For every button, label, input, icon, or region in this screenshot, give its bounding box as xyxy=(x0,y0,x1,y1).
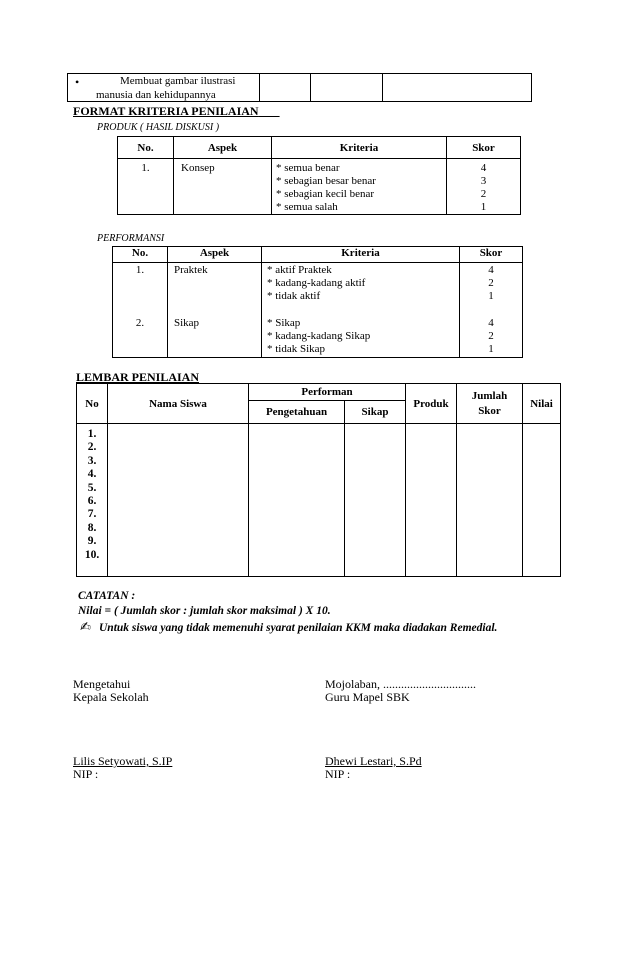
kriteria-line: * kadang-kadang Sikap xyxy=(267,330,371,342)
aspek-praktek: Praktek xyxy=(174,264,208,276)
lembar-header-sikap: Sikap xyxy=(345,401,406,424)
sign-left-nip: NIP : xyxy=(73,767,99,781)
row-number: 8. xyxy=(87,521,97,534)
lembar-nilai-cell xyxy=(523,424,561,577)
sign-right-line2: Guru Mapel SBK xyxy=(325,690,410,704)
skor-line: 2 xyxy=(480,188,487,200)
lembar-sikap-cell xyxy=(345,424,406,577)
skor-line: 4 xyxy=(488,264,494,276)
row-number: 4. xyxy=(87,468,97,481)
produk-row-skor xyxy=(447,159,521,215)
performansi-header-kriteria: Kriteria xyxy=(262,247,460,263)
kriteria-group-sikap xyxy=(267,317,370,356)
skor-line: 3 xyxy=(480,175,487,187)
performansi-row-aspek xyxy=(168,263,262,358)
lembar-pengetahuan-cell xyxy=(249,424,345,577)
row-number: 3. xyxy=(87,454,97,467)
kriteria-line: * semua salah xyxy=(276,201,338,213)
performansi-table xyxy=(112,246,523,358)
skor-line: 2 xyxy=(488,330,494,342)
skor-line: 1 xyxy=(480,201,487,213)
kriteria-line: * Sikap xyxy=(267,317,301,329)
catatan-title: CATATAN : xyxy=(78,590,136,602)
kriteria-line: * tidak aktif xyxy=(267,290,321,302)
sign-right-line1: Mojolaban, ............................... xyxy=(325,677,476,691)
top-continuation-table xyxy=(67,73,532,102)
row-number: 1. xyxy=(87,428,97,440)
lembar-number-column xyxy=(77,424,108,577)
produk-table xyxy=(117,136,521,215)
skor-line: 4 xyxy=(488,317,494,329)
activity-line-1: Membuat gambar ilustrasi xyxy=(120,75,236,87)
performansi-row-skor xyxy=(460,263,523,358)
format-title xyxy=(73,104,280,119)
aspek-sikap: Sikap xyxy=(174,317,200,329)
kriteria-line: * tidak Sikap xyxy=(267,343,326,355)
jumlah-line-1: Jumlah xyxy=(471,389,508,402)
jumlah-line-2: Skor xyxy=(478,404,501,417)
kriteria-line: * kadang-kadang aktif xyxy=(267,277,366,289)
row-number: 5. xyxy=(87,481,97,494)
performansi-row-kriteria xyxy=(262,263,460,358)
produk-title: PRODUK ( HASIL DISKUSI ) xyxy=(97,122,220,133)
row-number: 7. xyxy=(87,508,97,521)
row-number: 2. xyxy=(87,441,97,454)
kriteria-line: * sebagian besar benar xyxy=(276,175,376,187)
kriteria-group-praktek xyxy=(267,264,365,303)
kriteria-line: * semua benar xyxy=(276,162,340,174)
format-title-text: FORMAT KRITERIA PENILAIAN xyxy=(73,104,259,118)
produk-header-skor: Skor xyxy=(447,137,521,159)
lembar-jumlah-cell xyxy=(457,424,523,577)
performansi-header-skor: Skor xyxy=(460,247,523,263)
produk-header-kriteria: Kriteria xyxy=(272,137,447,159)
skor-group-sikap xyxy=(460,317,522,356)
catatan-formula: Nilai = ( Jumlah skor : jumlah skor maksimal ) X 10. xyxy=(78,605,331,617)
lembar-header-no: No xyxy=(77,384,108,424)
row-number: 10. xyxy=(84,548,100,561)
lembar-header-nilai: Nilai xyxy=(523,384,561,424)
row-no-1: 1. xyxy=(135,264,145,276)
lembar-title: LEMBAR PENILAIAN xyxy=(76,370,200,384)
row-no-2: 2. xyxy=(135,317,145,329)
activity-line-2: manusia dan kehidupannya xyxy=(96,89,216,101)
skor-group-praktek xyxy=(460,264,522,303)
sign-left-line1: Mengetahui xyxy=(73,677,131,691)
lembar-header-produk: Produk xyxy=(406,384,457,424)
lembar-header-jumlah xyxy=(457,384,523,424)
top-empty-cell xyxy=(383,74,532,102)
writing-hand-icon: ✍ xyxy=(80,620,91,635)
kriteria-line: * sebagian kecil benar xyxy=(276,188,375,200)
sign-left-name: Lilis Setyowati, S.IP xyxy=(73,754,173,768)
lembar-nama-cell xyxy=(108,424,249,577)
bullet: • xyxy=(75,75,80,89)
produk-row-kriteria xyxy=(272,159,447,215)
row-number: 6. xyxy=(87,495,97,508)
lembar-table xyxy=(76,383,561,577)
performansi-row-no xyxy=(113,263,168,358)
skor-line: 4 xyxy=(480,162,487,174)
lembar-header-pengetahuan: Pengetahuan xyxy=(249,401,345,424)
lembar-header-performan: Performan xyxy=(249,384,406,401)
skor-line: 1 xyxy=(488,290,494,302)
sign-left-line2: Kepala Sekolah xyxy=(73,690,149,704)
produk-header-no: No. xyxy=(118,137,174,159)
lembar-header-nama: Nama Siswa xyxy=(108,384,249,424)
skor-line: 1 xyxy=(488,343,494,355)
row-number: 9. xyxy=(87,535,97,548)
top-activity-cell xyxy=(68,74,260,102)
top-empty-cell xyxy=(311,74,383,102)
produk-row-aspek: Konsep xyxy=(174,159,272,215)
skor-line: 2 xyxy=(488,277,494,289)
top-empty-cell xyxy=(260,74,311,102)
kriteria-line: * aktif Praktek xyxy=(267,264,332,276)
sign-right-nip: NIP : xyxy=(325,767,351,781)
produk-header-aspek: Aspek xyxy=(174,137,272,159)
performansi-header-aspek: Aspek xyxy=(168,247,262,263)
performansi-header-no: No. xyxy=(113,247,168,263)
performansi-title: PERFORMANSI xyxy=(97,233,165,244)
produk-row-no: 1. xyxy=(118,159,174,215)
catatan-note: Untuk siswa yang tidak memenuhi syarat penilaian KKM maka diadakan Remedial. xyxy=(99,622,498,634)
lembar-produk-cell xyxy=(406,424,457,577)
sign-right-name: Dhewi Lestari, S.Pd xyxy=(325,754,422,768)
